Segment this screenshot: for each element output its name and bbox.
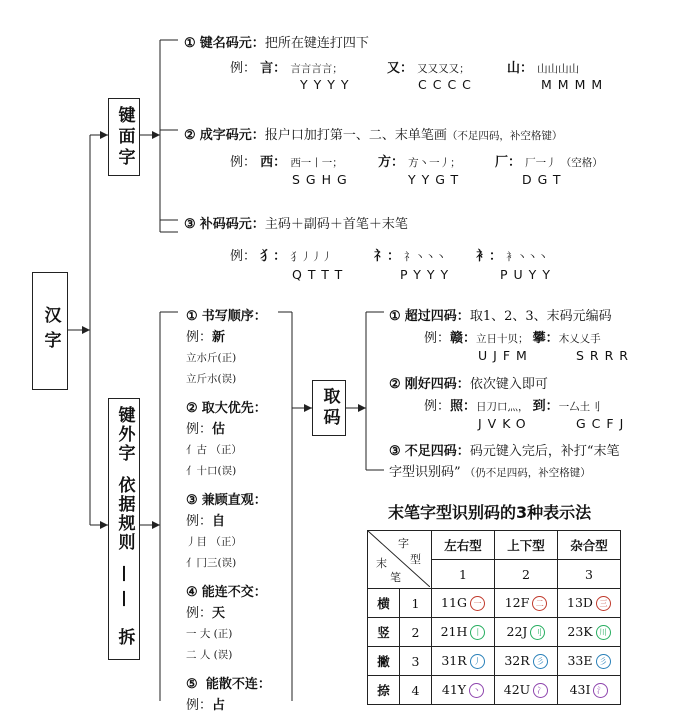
example-code: SRRR bbox=[576, 348, 634, 363]
unit-3-ex1 bbox=[230, 245, 332, 264]
example-code: GCFJ bbox=[576, 416, 630, 431]
example-parts: 山山山山 bbox=[537, 63, 580, 75]
rule-head: 刚好四码： bbox=[404, 377, 470, 392]
example-char: 又： bbox=[387, 61, 414, 76]
cell-code: 13D bbox=[567, 595, 593, 610]
jianwai-top: 键外字 bbox=[114, 405, 135, 463]
example-prefix: 例： bbox=[230, 249, 257, 264]
example-prefix: 例： bbox=[186, 422, 213, 437]
stroke-mark-icon: 丿 bbox=[470, 654, 485, 669]
corner-right: 型 bbox=[410, 553, 421, 566]
example-parts: 立日十贝； bbox=[476, 333, 529, 345]
unit-2-num: ② bbox=[184, 128, 196, 143]
example-parts: 衤丶丶丶 bbox=[506, 251, 549, 263]
quma-rule-1 bbox=[389, 305, 612, 324]
rule-line: 立朩斤(正) bbox=[186, 352, 237, 364]
rule-5 bbox=[186, 674, 271, 716]
table-cell bbox=[432, 676, 495, 705]
table-corner bbox=[368, 531, 432, 589]
jianmian-box bbox=[108, 98, 140, 176]
table-cell bbox=[558, 618, 621, 647]
rule-line: 亻十口(误) bbox=[186, 465, 237, 477]
rule-num: ① bbox=[186, 309, 198, 324]
cell-code: 31R bbox=[441, 653, 467, 668]
table-row bbox=[368, 589, 621, 618]
corner-top: 字 bbox=[398, 537, 409, 550]
jianwai-bottom: 拆 bbox=[114, 627, 135, 653]
rule-3 bbox=[186, 490, 267, 574]
cell-code: 43I bbox=[569, 682, 591, 697]
example-code: PYYY bbox=[400, 267, 455, 282]
unit-1-desc: 把所在键连打四下 bbox=[264, 36, 369, 51]
example-prefix: 例： bbox=[230, 155, 257, 170]
table-cell bbox=[432, 589, 495, 618]
stroke-mark-icon: 一 bbox=[470, 596, 485, 611]
table-cell bbox=[558, 647, 621, 676]
table-row bbox=[368, 647, 621, 676]
example-code: PUYY bbox=[500, 267, 556, 282]
rule-desc: 取1、2、3、末码元编码 bbox=[469, 309, 612, 324]
table-row bbox=[368, 618, 621, 647]
column-number: 1 bbox=[432, 560, 495, 589]
example-code: MMMM bbox=[541, 77, 609, 92]
rule-desc: 码元键入完后，补打“末笔 bbox=[469, 444, 620, 459]
corner-left: 末 bbox=[376, 557, 387, 570]
unit-2-desc: 报户口加打第一、二、末单笔画 bbox=[264, 128, 447, 143]
row-number: 1 bbox=[400, 589, 432, 618]
rule-char: 天 bbox=[212, 606, 226, 621]
example-parts: 西一丨一； bbox=[290, 157, 343, 169]
example-char: 礻： bbox=[374, 249, 401, 264]
table-cell bbox=[558, 676, 621, 705]
table-cell bbox=[432, 647, 495, 676]
example-prefix: 例： bbox=[424, 331, 451, 346]
column-header: 左右型 bbox=[432, 531, 495, 560]
rule-line: 亻古 （正） bbox=[186, 444, 242, 456]
table-cell bbox=[558, 589, 621, 618]
rule-line: 丿目 （正） bbox=[186, 536, 242, 548]
example-char: 照： bbox=[450, 399, 477, 414]
example-prefix: 例： bbox=[186, 330, 213, 345]
rule-line: 立斤朩(误) bbox=[186, 373, 237, 385]
example-code: UJFM bbox=[478, 348, 533, 363]
example-prefix: 例： bbox=[186, 606, 213, 621]
unit-1-ex3 bbox=[507, 57, 579, 76]
cell-code: 12F bbox=[504, 595, 530, 610]
example-char: 赣： bbox=[450, 331, 477, 346]
example-prefix: 例： bbox=[186, 698, 213, 713]
table-header-row bbox=[368, 531, 621, 560]
example-parts: 礻丶丶丶 bbox=[404, 251, 447, 263]
rule-head: 能散不连： bbox=[205, 677, 271, 692]
unit-3-ex3 bbox=[476, 245, 548, 264]
unit-1-line bbox=[184, 32, 369, 51]
table-row bbox=[368, 676, 621, 705]
table-cell bbox=[495, 618, 558, 647]
cell-code: 23K bbox=[567, 624, 593, 639]
table-cell bbox=[495, 589, 558, 618]
stroke-mark-icon: 二 bbox=[532, 596, 547, 611]
example-parts: 日刀口灬， bbox=[476, 401, 529, 413]
stroke-mark-icon: 丶 bbox=[469, 683, 484, 698]
row-stroke: 撇 bbox=[368, 647, 400, 676]
corner-bottom: 笔 bbox=[390, 571, 401, 584]
stroke-mark-icon: 彡 bbox=[596, 654, 611, 669]
example-code: CCCC bbox=[418, 77, 477, 92]
unit-3-desc: 主码＋副码＋首笔＋末笔 bbox=[264, 217, 408, 232]
unit-2-head: 成字码元： bbox=[199, 128, 265, 143]
example-prefix: 例： bbox=[186, 514, 213, 529]
cell-code: 33E bbox=[567, 653, 593, 668]
column-header: 上下型 bbox=[495, 531, 558, 560]
row-stroke: 横 bbox=[368, 589, 400, 618]
example-parts: 一厶土刂 bbox=[558, 401, 601, 413]
cell-code: 11G bbox=[441, 595, 467, 610]
example-char: 山： bbox=[507, 61, 534, 76]
column-header: 杂合型 bbox=[558, 531, 621, 560]
example-prefix: 例： bbox=[424, 399, 451, 414]
rule-head: 兼顾直观： bbox=[201, 493, 267, 508]
cell-code: 42U bbox=[503, 682, 531, 697]
jianwai-mid: 依据规则 bbox=[114, 475, 135, 552]
unit-1-examples bbox=[230, 57, 343, 76]
jianwai-dash: —— bbox=[114, 564, 135, 615]
column-number: 3 bbox=[558, 560, 621, 589]
example-char: 方： bbox=[378, 155, 405, 170]
unit-2-ex2 bbox=[378, 151, 461, 170]
rule-num: ② bbox=[389, 377, 401, 392]
example-parts: 又又又又； bbox=[417, 63, 470, 75]
row-stroke: 竖 bbox=[368, 618, 400, 647]
unit-1-head: 键名码元： bbox=[199, 36, 265, 51]
cell-code: 22J bbox=[506, 624, 528, 639]
example-parts: 方丶一丿； bbox=[408, 157, 461, 169]
row-stroke: 捺 bbox=[368, 676, 400, 705]
rule-num: ② bbox=[186, 401, 198, 416]
rule-char: 自 bbox=[212, 514, 226, 529]
rule-1 bbox=[186, 306, 267, 390]
quma-rule-2 bbox=[389, 373, 548, 392]
example-code: JVKO bbox=[478, 416, 532, 431]
rule-note: （仍不足四码，补空格键） bbox=[464, 467, 591, 479]
rule-4 bbox=[186, 582, 267, 666]
rule-head: 不足四码： bbox=[404, 444, 470, 459]
example-char: 犭： bbox=[260, 249, 287, 264]
rule-line: 一 大 (正) bbox=[186, 628, 233, 640]
quma-rule-3 bbox=[389, 441, 619, 484]
quma-rule-2-ex bbox=[424, 395, 601, 414]
unit-2-ex3 bbox=[495, 151, 603, 170]
stroke-table bbox=[367, 530, 621, 705]
example-char: 攀： bbox=[532, 331, 559, 346]
unit-3-num: ③ bbox=[184, 217, 196, 232]
example-parts: 言言言言； bbox=[290, 63, 343, 75]
rule-2 bbox=[186, 398, 267, 482]
table-title: 末笔字型识别码的3种表示法 bbox=[388, 503, 592, 522]
example-code: YYGT bbox=[408, 172, 465, 187]
example-char: 到： bbox=[532, 399, 559, 414]
rule-num: ⑤ bbox=[186, 677, 198, 692]
row-number: 2 bbox=[400, 618, 432, 647]
stroke-mark-icon: 彡 bbox=[533, 654, 548, 669]
unit-2-line bbox=[184, 124, 562, 143]
jianmian-label: 键面字 bbox=[114, 105, 135, 169]
stroke-mark-icon: 川 bbox=[596, 625, 611, 640]
unit-2-note: （不足四码，补空格键） bbox=[446, 130, 563, 142]
example-code: QTTT bbox=[292, 267, 349, 282]
unit-1-num: ① bbox=[184, 36, 196, 51]
rule-char: 估 bbox=[212, 422, 226, 437]
example-char: 衤： bbox=[476, 249, 503, 264]
table-cell bbox=[495, 647, 558, 676]
cell-code: 21H bbox=[440, 624, 468, 639]
stroke-mark-icon: 丨 bbox=[470, 625, 485, 640]
stroke-mark-icon: 刂 bbox=[530, 625, 545, 640]
stroke-mark-icon: 三 bbox=[596, 596, 611, 611]
rule-head: 书写顺序： bbox=[201, 309, 267, 324]
rule-head: 超过四码： bbox=[404, 309, 470, 324]
unit-3-line bbox=[184, 213, 408, 232]
column-number: 2 bbox=[495, 560, 558, 589]
table-cell bbox=[432, 618, 495, 647]
unit-3-head: 补码码元： bbox=[199, 217, 265, 232]
row-number: 3 bbox=[400, 647, 432, 676]
example-code: DGT bbox=[522, 172, 567, 187]
rule-num: ④ bbox=[186, 585, 198, 600]
unit-2-ex1 bbox=[230, 151, 343, 170]
rule-desc: 依次键入即可 bbox=[469, 377, 548, 392]
example-char: 言： bbox=[260, 61, 287, 76]
quma-rule-1-ex bbox=[424, 327, 601, 346]
example-prefix: 例： bbox=[230, 61, 257, 76]
rule-head: 取大优先： bbox=[201, 401, 267, 416]
stroke-mark-icon: 冫 bbox=[533, 683, 548, 698]
quma-box bbox=[312, 380, 346, 436]
example-parts: 犭丿丿丿 bbox=[290, 251, 333, 263]
rule-char: 占 bbox=[212, 698, 226, 713]
rule-num: ③ bbox=[389, 444, 401, 459]
root-box bbox=[32, 272, 68, 390]
rule-num: ③ bbox=[186, 493, 198, 508]
rule-desc2: 字型识别码” bbox=[389, 465, 461, 480]
rule-line: 亻冂三(误) bbox=[186, 557, 237, 569]
example-note: （空格） bbox=[560, 157, 603, 169]
example-code: SGHG bbox=[292, 172, 353, 187]
cell-code: 32R bbox=[504, 653, 530, 668]
example-parts: 木乂乂手 bbox=[558, 333, 601, 345]
rule-char: 新 bbox=[212, 330, 226, 345]
example-char: 西： bbox=[260, 155, 287, 170]
unit-3-ex2 bbox=[374, 245, 446, 264]
quma-label: 取码 bbox=[319, 387, 340, 429]
cell-code: 41Y bbox=[441, 682, 467, 697]
rule-head: 能连不交： bbox=[201, 585, 267, 600]
example-char: 厂： bbox=[495, 155, 522, 170]
unit-1-ex2 bbox=[387, 57, 470, 76]
row-number: 4 bbox=[400, 676, 432, 705]
stroke-mark-icon: 氵 bbox=[593, 683, 608, 698]
rule-num: ① bbox=[389, 309, 401, 324]
example-code: YYYY bbox=[300, 77, 355, 92]
jianwai-box bbox=[108, 398, 140, 660]
table-cell bbox=[495, 676, 558, 705]
root-label: 汉字 bbox=[40, 306, 61, 356]
rule-line: 二 人 (误) bbox=[186, 649, 233, 661]
example-parts: 厂一丿 bbox=[525, 157, 557, 169]
